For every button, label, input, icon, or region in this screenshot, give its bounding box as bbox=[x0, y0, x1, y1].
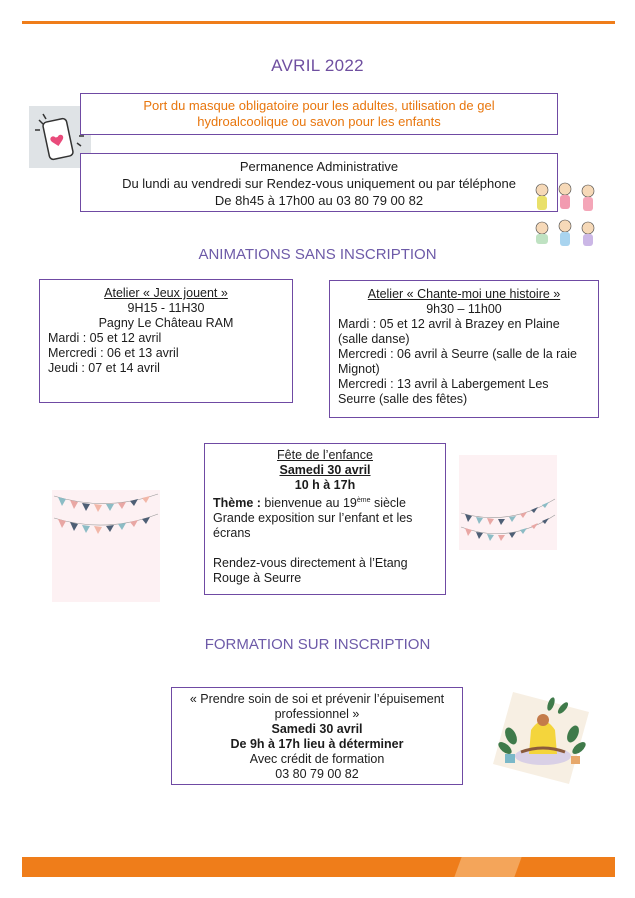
atelier-jeux-title: Atelier « Jeux jouent » bbox=[104, 286, 228, 300]
bunting-right bbox=[459, 455, 557, 550]
fete-box bbox=[204, 443, 446, 595]
atelier-chante-date: Mercredi : 13 avril à Labergement Les bbox=[338, 377, 549, 391]
section-formation-title: FORMATION SUR INSCRIPTION bbox=[204, 636, 431, 653]
atelier-jeux-hours: 9H15 - 11H30 bbox=[127, 301, 205, 315]
fete-expo: Grande exposition sur l’enfant et les écrans bbox=[213, 511, 413, 541]
atelier-chante-date: Mardi : 05 et 12 avril à Brazey en Plaine bbox=[338, 317, 560, 331]
mask-notice-line2: hydroalcoolique ou savon pour les enfants bbox=[197, 114, 441, 129]
formation-date: Samedi 30 avril bbox=[271, 722, 363, 736]
atelier-chante-date: Seurre (salle des fêtes) bbox=[338, 392, 468, 406]
atelier-chante-hours: 9h30 – 11h00 bbox=[426, 302, 502, 316]
fete-hours: 10 h à 17h bbox=[294, 478, 356, 492]
formation-box bbox=[171, 687, 463, 785]
bunting-left bbox=[52, 490, 160, 602]
bottom-bar bbox=[22, 857, 615, 877]
yoga-illustration bbox=[491, 690, 591, 786]
fete-rdv: Rendez-vous directement à l’Etang Rouge à Seurre bbox=[213, 556, 408, 586]
section-animations-title: ANIMATIONS SANS INSCRIPTION bbox=[198, 246, 437, 263]
atelier-jeux-date: Mercredi : 06 et 13 avril bbox=[48, 346, 179, 360]
atelier-chante-title: Atelier « Chante-moi une histoire » bbox=[367, 287, 561, 301]
fete-theme-label: Thème : bbox=[213, 496, 261, 511]
atelier-chante-date: (salle danse) bbox=[338, 332, 410, 346]
permanence-box bbox=[80, 153, 558, 212]
formation-line1: « Prendre soin de soi et prévenir l’épuisement bbox=[189, 692, 445, 706]
atelier-chante-date: Mignot) bbox=[338, 362, 380, 376]
atelier-jeux-date: Jeudi : 07 et 14 avril bbox=[48, 361, 160, 375]
atelier-jeux-place: Pagny Le Château RAM bbox=[98, 316, 234, 330]
fete-date: Samedi 30 avril bbox=[279, 463, 371, 477]
atelier-chante-date: Mercredi : 06 avril à Seurre (salle de la raie bbox=[338, 347, 577, 361]
atelier-chante-box bbox=[329, 280, 599, 418]
fete-theme-text: bienvenue au 19 bbox=[260, 496, 357, 511]
fete-title: Fête de l’enfance bbox=[277, 448, 373, 462]
permanence-line2: De 8h45 à 17h00 au 03 80 79 00 82 bbox=[214, 193, 424, 208]
atelier-jeux-box bbox=[39, 279, 293, 403]
fete-theme-after: siècle bbox=[370, 496, 406, 511]
top-rule bbox=[22, 21, 615, 24]
formation-phone: 03 80 79 00 82 bbox=[275, 767, 359, 781]
permanence-title: Permanence Administrative bbox=[239, 159, 399, 174]
formation-hours: De 9h à 17h lieu à déterminer bbox=[230, 737, 404, 751]
mask-notice-box bbox=[80, 93, 558, 135]
bottom-bar-accent bbox=[454, 857, 521, 877]
formation-credit: Avec crédit de formation bbox=[249, 752, 385, 766]
atelier-jeux-date: Mardi : 05 et 12 avril bbox=[48, 331, 162, 345]
mask-notice-line1: Port du masque obligatoire pour les adultes, utilisation de gel bbox=[143, 98, 495, 113]
page-title: AVRIL 2022 bbox=[271, 56, 364, 75]
permanence-line1: Du lundi au vendredi sur Rendez-vous uniquement ou par téléphone bbox=[122, 176, 516, 191]
fete-theme-sup: ème bbox=[356, 497, 371, 504]
babies-illustration bbox=[530, 180, 602, 252]
fete-theme bbox=[213, 493, 437, 511]
formation-line2: professionnel » bbox=[274, 707, 360, 721]
